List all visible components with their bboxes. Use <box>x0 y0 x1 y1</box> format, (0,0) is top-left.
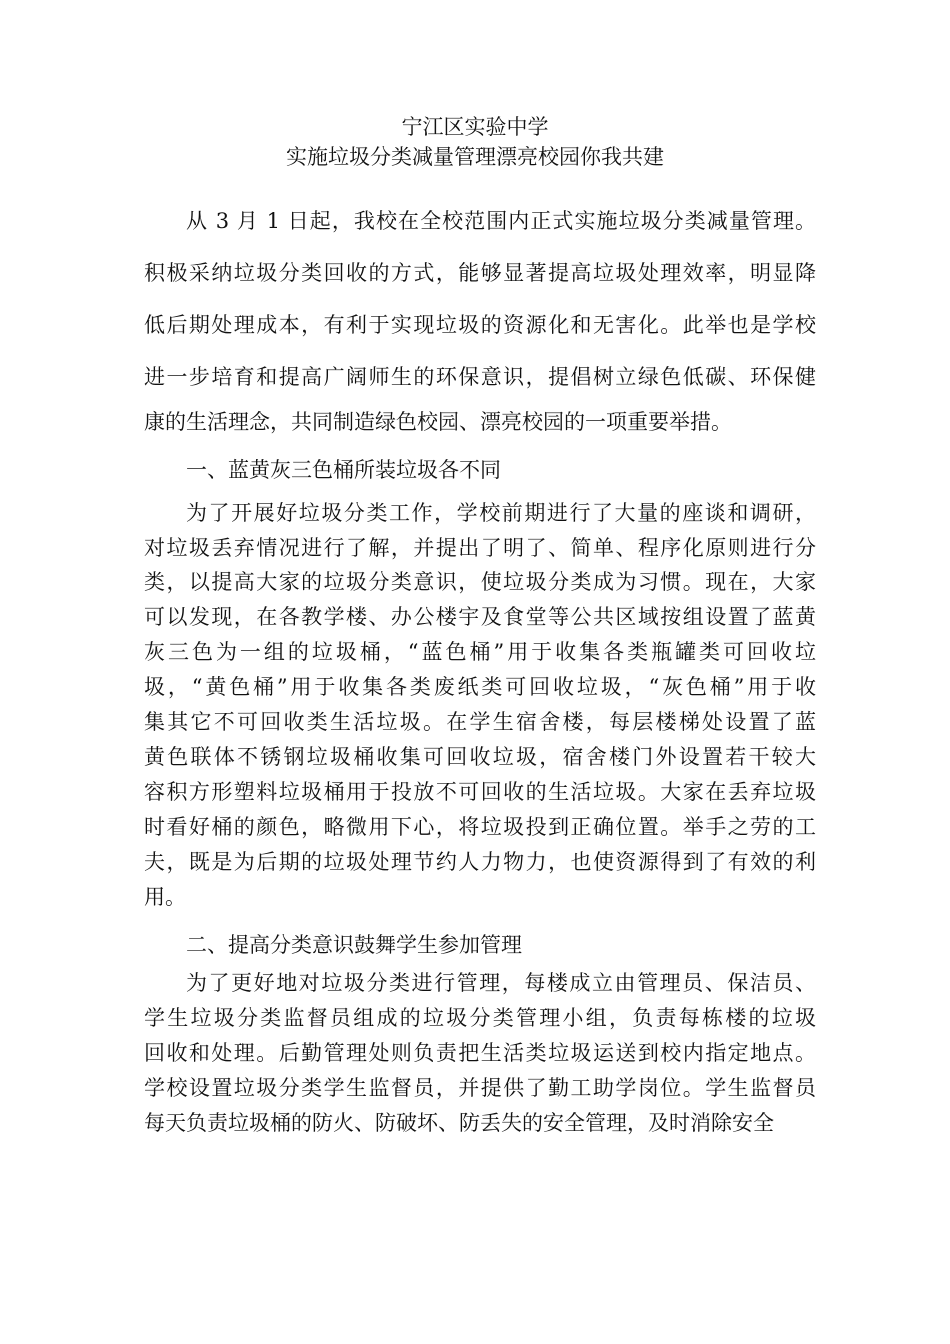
section-heading: 一、蓝黄灰三色桶所装垃圾各不同 <box>186 458 501 482</box>
intro-line: 康的生活理念，共同制造绿色校园、漂亮校园的一项重要举措。 <box>144 410 732 434</box>
section1-line: 集其它不可回收类生活垃圾。在学生宿舍楼，每层楼梯处设置了蓝 <box>144 710 816 734</box>
section1-line: 对垃圾丢弃情况进行了解，并提出了明了、简单、程序化原则进行分 <box>144 536 816 560</box>
section1-line: 夫，既是为后期的垃圾处理节约人力物力，也使资源得到了有效的利 <box>144 850 816 874</box>
school-title: 宁江区实验中学 <box>401 115 549 139</box>
section1-line: 为了开展好垃圾分类工作，学校前期进行了大量的座谈和调研， <box>186 501 816 525</box>
section1-line: 灰三色为一组的垃圾桶，“蓝色桶”用于收集各类瓶罐类可回收垃 <box>144 640 816 664</box>
section-heading: 二、提高分类意识鼓舞学生参加管理 <box>186 933 522 957</box>
section1-line: 圾，“黄色桶”用于收集各类废纸类可回收垃圾，“灰色桶”用于收 <box>144 675 816 699</box>
section2-line: 为了更好地对垃圾分类进行管理，每楼成立由管理员、保洁员、 <box>186 971 816 995</box>
intro-line: 低后期处理成本，有利于实现垃圾的资源化和无害化。此举也是学校 <box>144 313 816 337</box>
section2-line: 学校设置垃圾分类学生监督员，并提供了勤工助学岗位。学生监督员 <box>144 1076 816 1100</box>
intro-line: 积极采纳垃圾分类回收的方式，能够显著提高垃圾处理效率，明显降 <box>144 261 816 285</box>
section1-line: 可以发现，在各教学楼、办公楼宇及食堂等公共区域按组设置了蓝黄 <box>144 605 816 629</box>
section1-line: 时看好桶的颜色，略微用下心，将垃圾投到正确位置。举手之劳的工 <box>144 815 816 839</box>
section2-line: 学生垃圾分类监督员组成的垃圾分类管理小组，负责每栋楼的垃圾 <box>144 1006 816 1030</box>
section1-line: 黄色联体不锈钢垃圾桶收集可回收垃圾，宿舍楼门外设置若干较大 <box>144 745 816 769</box>
section1-line: 用。 <box>144 885 186 909</box>
document-title: 实施垃圾分类减量管理漂亮校园你我共建 <box>286 145 664 169</box>
intro-line: 从 3 月 1 日起，我校在全校范围内正式实施垃圾分类减量管理。 <box>186 209 816 233</box>
section1-line: 容积方形塑料垃圾桶用于投放不可回收的生活垃圾。大家在丢弃垃圾 <box>144 780 816 804</box>
section2-line: 回收和处理。后勤管理处则负责把生活类垃圾运送到校内指定地点。 <box>144 1041 816 1065</box>
section2-line: 每天负责垃圾桶的防火、防破坏、防丢失的安全管理，及时消除安全 <box>144 1111 774 1135</box>
section1-line: 类，以提高大家的垃圾分类意识，使垃圾分类成为习惯。现在，大家 <box>144 570 816 594</box>
intro-line: 进一步培育和提高广阔师生的环保意识，提倡树立绿色低碳、环保健 <box>144 365 816 389</box>
